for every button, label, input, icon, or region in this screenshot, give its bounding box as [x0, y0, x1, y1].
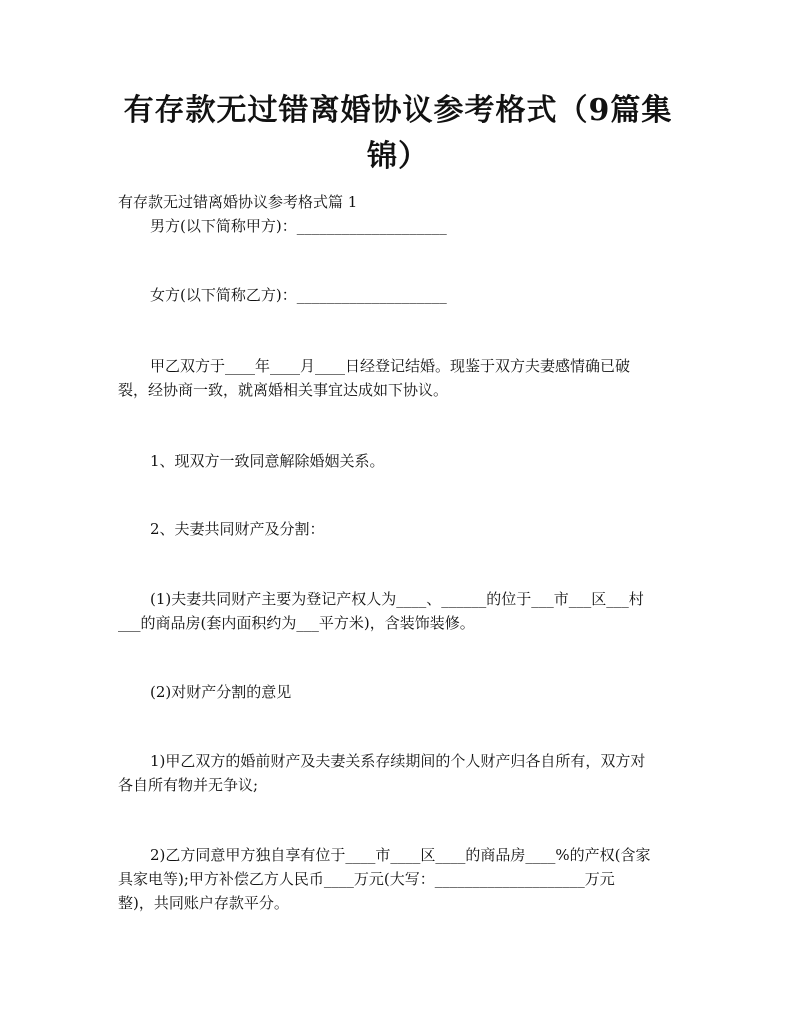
opinion-2-line-1: 2)乙方同意甲方独自享有位于____市____区____的商品房____%的产权(含家 — [150, 846, 651, 864]
clause-1: 1、现双方一致同意解除婚姻关系。 — [150, 452, 385, 470]
document-title: 有存款无过错离婚协议参考格式（9篇集锦） — [123, 93, 673, 174]
opinion-1-line-2: 各自所有物并无争议; — [118, 776, 259, 794]
section-heading: 有存款无过错离婚协议参考格式篇 1 — [118, 193, 358, 211]
property-paragraph-line-1: (1)夫妻共同财产主要为登记产权人为____、______的位于___市___区___村 — [150, 590, 644, 608]
opinion-2-line-2: 具家电等);甲方补偿乙方人民币____万元(大写：____________________万元 — [118, 870, 615, 888]
property-paragraph-line-2: ___的商品房(套内面积约为___平方米)，含装饰装修。 — [118, 614, 475, 632]
opinion-heading: (2)对财产分割的意见 — [150, 683, 292, 701]
opinion-1-line-1: 1)甲乙双方的婚前财产及夫妻关系存续期间的个人财产归各自所有，双方对 — [150, 752, 646, 770]
intro-paragraph-line-2: 裂，经协商一致，就离婚相关事宜达成如下协议。 — [118, 381, 449, 399]
opinion-2-line-3: 整)，共同账户存款平分。 — [118, 894, 289, 912]
clause-2: 2、夫妻共同财产及分割： — [150, 520, 325, 538]
intro-paragraph-line-1: 甲乙双方于____年____月____日经登记结婚。现鉴于双方夫妻感情确已破 — [150, 357, 631, 375]
male-party-line: 男方(以下简称甲方)：____________________ — [150, 217, 447, 235]
female-party-line: 女方(以下简称乙方)：____________________ — [150, 286, 447, 304]
